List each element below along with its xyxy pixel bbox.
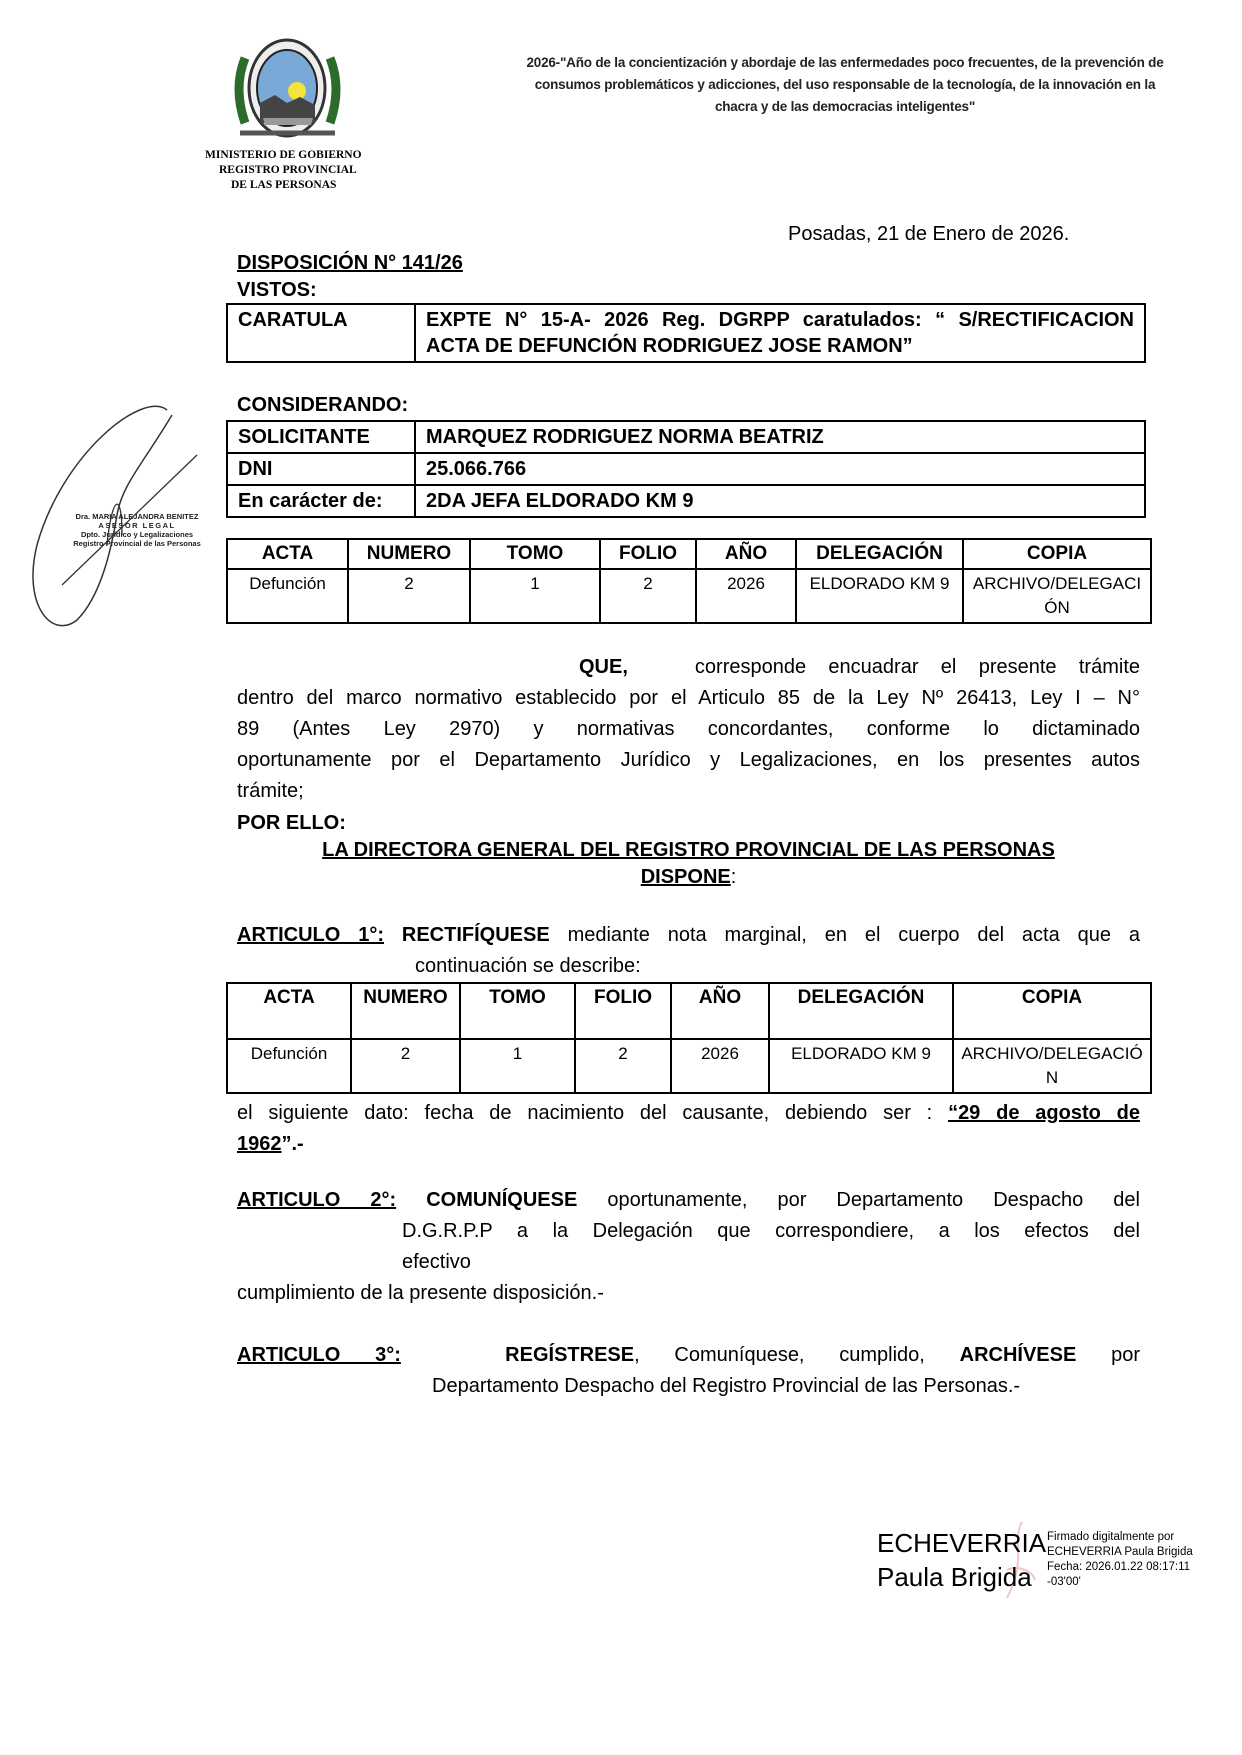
- que-lead: QUE,: [579, 656, 628, 678]
- header-cell: TOMO: [460, 983, 575, 1039]
- ministry-line: MINISTERIO DE GOBIERNO: [205, 149, 362, 161]
- cell: 2DA JEFA ELDORADO KM 9: [415, 485, 1145, 517]
- article-verb: REGÍSTRESE: [505, 1344, 635, 1366]
- article-text: mediante nota marginal, en el cuerpo del acta que a: [567, 924, 1140, 946]
- signature-info-line: Fecha: 2026.01.22 08:17:11: [1047, 1561, 1191, 1573]
- legal-stamp: [62, 512, 212, 548]
- para-line: oportunamente por el Departamento Jurídico y Legalizaciones, en los presentes autos: [237, 749, 1140, 771]
- para-line: trámite;: [237, 780, 304, 802]
- caratula-label: CARATULA: [227, 304, 415, 362]
- articulo-1: [237, 920, 1140, 982]
- article-verb: COMUNÍQUESE: [426, 1189, 578, 1211]
- caratula-table: [226, 303, 1146, 363]
- dato-value: “29 de agosto de: [948, 1102, 1140, 1124]
- article-text: efectivo: [402, 1251, 471, 1273]
- cell: ELDORADO KM 9: [769, 1039, 953, 1093]
- motto-line: 2026-"Año de la concientización y abordaje de las enfermedades poco frecuentes, de la prevención de: [526, 55, 1164, 70]
- header-cell: NUMERO: [351, 983, 460, 1039]
- article-text: por: [1111, 1344, 1140, 1366]
- caratula-line: EXPTE N° 15-A- 2026 Reg. DGRPP caratulados: “ S/RECTIFICACION: [426, 309, 1134, 331]
- dato-paragraph: [237, 1098, 1140, 1160]
- acta-table-2: [226, 982, 1152, 1094]
- table-row: [227, 453, 1145, 485]
- table-row: [227, 485, 1145, 517]
- article-verb: RECTIFÍQUESE: [401, 924, 550, 946]
- article-text: , Comuníquese, cumplido,: [634, 1344, 925, 1366]
- cell: SOLICITANTE: [227, 421, 415, 453]
- article-text: D.G.R.P.P a la Delegación que correspondiere, a los efectos del: [402, 1220, 1140, 1242]
- disposition-title: DISPOSICIÓN N° 141/26: [237, 252, 463, 274]
- stamp-line: Registro Provincial de las Personas: [73, 539, 201, 548]
- header-cell: ACTA: [227, 983, 351, 1039]
- stamp-line: ASESOR LEGAL: [98, 521, 176, 530]
- header-cell: NUMERO: [348, 539, 470, 569]
- header-cell: FOLIO: [600, 539, 696, 569]
- cell: 2: [351, 1039, 460, 1093]
- header-cell: DELEGACIÓN: [769, 983, 953, 1039]
- signature-info-line: ECHEVERRIA Paula Brigida: [1047, 1546, 1193, 1558]
- para-line: 89 (Antes Ley 2970) y normativas concordantes, conforme lo dictaminado: [237, 718, 1140, 740]
- cell: 1: [460, 1039, 575, 1093]
- table-header-row: [227, 983, 1151, 1039]
- cell: 1: [470, 569, 600, 623]
- cell: DNI: [227, 453, 415, 485]
- province-seal: [225, 33, 350, 143]
- dispone: DISPONE: [640, 866, 731, 888]
- considerando-label: CONSIDERANDO:: [237, 394, 409, 416]
- ministry-line: REGISTRO PROVINCIAL: [219, 164, 357, 176]
- cell: ARCHIVO/DELEGACIÓN: [953, 1039, 1151, 1093]
- year-motto: [495, 52, 1195, 118]
- articulo-3: [237, 1340, 1140, 1402]
- header-cell: FOLIO: [575, 983, 671, 1039]
- table-row: [227, 1039, 1151, 1093]
- article-text: continuación se describe:: [415, 955, 641, 977]
- cell: 2026: [696, 569, 796, 623]
- dato-text: el siguiente dato: fecha de nacimiento del causante, debiendo ser :: [237, 1102, 933, 1124]
- header-cell: AÑO: [671, 983, 769, 1039]
- header-cell: COPIA: [953, 983, 1151, 1039]
- signature-info: [1047, 1530, 1193, 1590]
- cell: Defunción: [227, 1039, 351, 1093]
- cell: 25.066.766: [415, 453, 1145, 485]
- header-cell: ACTA: [227, 539, 348, 569]
- dato-value: 1962: [237, 1133, 282, 1155]
- signer-name-line: ECHEVERRIA: [877, 1528, 1047, 1558]
- motto-line: chacra y de las democracias inteligentes": [714, 99, 976, 114]
- que-paragraph: [237, 652, 1140, 807]
- cell: 2026: [671, 1039, 769, 1093]
- cell: 2: [600, 569, 696, 623]
- header-cell: AÑO: [696, 539, 796, 569]
- dato-tail: ”.-: [281, 1133, 304, 1155]
- table-header-row: [227, 539, 1151, 569]
- solicitante-table: [226, 420, 1146, 518]
- caratula-value: [415, 304, 1145, 362]
- article-label: ARTICULO 2°:: [237, 1189, 397, 1211]
- cell: MARQUEZ RODRIGUEZ NORMA BEATRIZ: [415, 421, 1145, 453]
- caratula-line: ACTA DE DEFUNCIÓN RODRIGUEZ JOSE RAMON”: [426, 335, 913, 357]
- cell: En carácter de:: [227, 485, 415, 517]
- table-row: [227, 421, 1145, 453]
- cell: ARCHIVO/DELEGACIÓN: [963, 569, 1151, 623]
- article-label: ARTICULO 1°:: [237, 924, 384, 946]
- stamp-line: Dpto. Jurídico y Legalizaciones: [80, 530, 194, 539]
- dispone-line: DISPONE:: [640, 866, 737, 888]
- ministry-heading: [205, 148, 362, 193]
- article-text: cumplimiento de la presente disposición.-: [237, 1282, 604, 1304]
- signer-name-line: Paula Brigida: [877, 1562, 1032, 1592]
- acta-table-1: [226, 538, 1152, 624]
- article-text: Departamento Despacho del Registro Provincial de las Personas.-: [432, 1375, 1021, 1397]
- table-row: [227, 569, 1151, 623]
- header-cell: DELEGACIÓN: [796, 539, 963, 569]
- vistos-label: VISTOS:: [237, 279, 317, 301]
- directora-line: LA DIRECTORA GENERAL DEL REGISTRO PROVINCIAL DE LAS PERSONAS: [322, 839, 1055, 861]
- cell: 2: [575, 1039, 671, 1093]
- header-cell: TOMO: [470, 539, 600, 569]
- article-verb: ARCHÍVESE: [959, 1344, 1077, 1366]
- header-cell: COPIA: [963, 539, 1151, 569]
- stamp-line: Dra. MARIA ALEJANDRA BENITEZ: [75, 512, 199, 521]
- para-line: dentro del marco normativo establecido por el Articulo 85 de la Ley Nº 26413, Ley I – N°: [237, 687, 1140, 709]
- cell: Defunción: [227, 569, 348, 623]
- para-line: corresponde encuadrar el presente trámite: [694, 656, 1140, 678]
- place-date: Posadas, 21 de Enero de 2026.: [788, 223, 1070, 245]
- ministry-line: DE LAS PERSONAS: [231, 179, 337, 191]
- article-text: oportunamente, por Departamento Despacho del: [607, 1189, 1140, 1211]
- signature-info-line: Firmado digitalmente por: [1047, 1531, 1175, 1543]
- signer-name: [877, 1526, 1046, 1594]
- articulo-2: [237, 1185, 1140, 1309]
- cell: ELDORADO KM 9: [796, 569, 963, 623]
- por-ello: POR ELLO:: [237, 812, 346, 834]
- signature-info-line: -03'00': [1047, 1576, 1081, 1588]
- cell: 2: [348, 569, 470, 623]
- article-label: ARTICULO 3°:: [237, 1344, 401, 1366]
- motto-line: consumos problemáticos y adicciones, del uso responsable de la tecnología, de la innovación en la: [534, 77, 1156, 92]
